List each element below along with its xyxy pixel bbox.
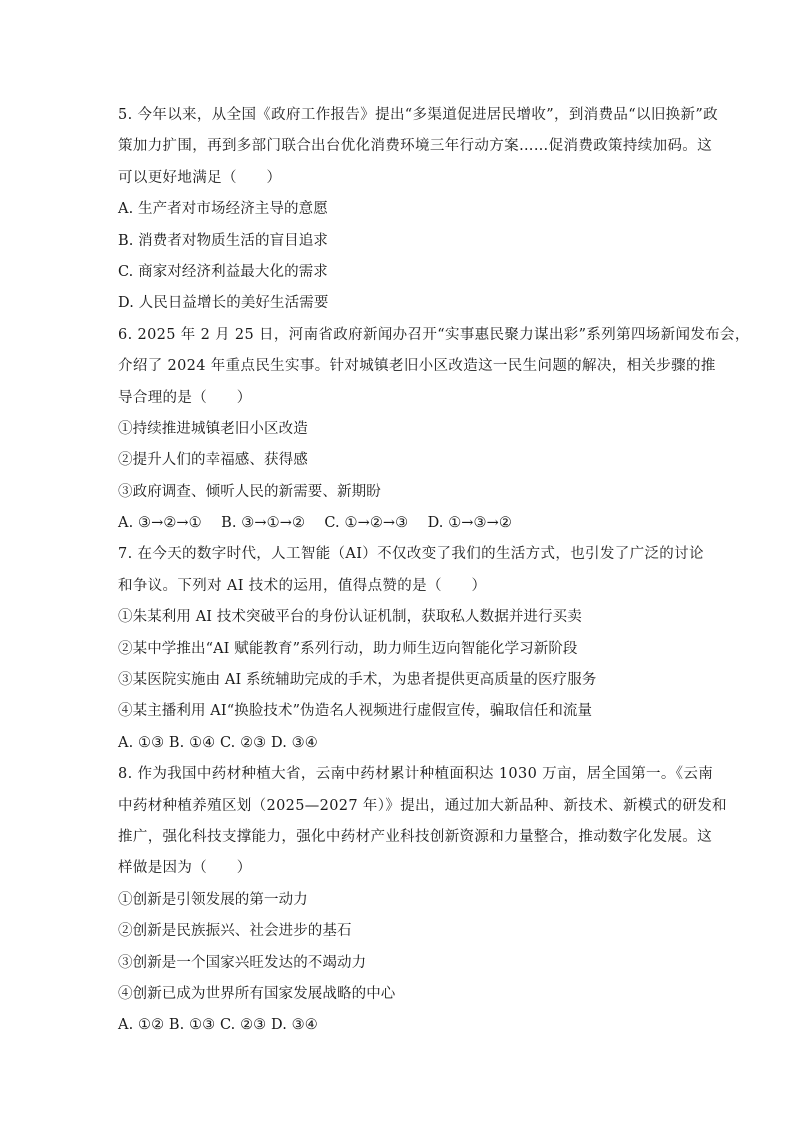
question-8-stem-line-1: 8. 作为我国中药材种植大省，云南中药材累计种植面积达 1030 万亩，居全国第一。《云南	[118, 766, 714, 783]
question-6-options: A. ③→②→① B. ③→①→② C. ①→②→③ D. ①→③→②	[118, 515, 512, 532]
question-5	[118, 100, 718, 320]
question-8-statement-4: ④创新已成为世界所有国家发展战略的中心	[118, 985, 396, 1002]
question-7-options: A. ①③ B. ①④ C. ②③ D. ③④	[118, 734, 318, 751]
question-8	[118, 759, 727, 1042]
question-7-statement-1: ①朱某利用 AI 技术突破平台的身份认证机制，获取私人数据并进行买卖	[118, 609, 582, 626]
question-8-stem-line-3: 推广，强化科技支撑能力，强化中药材产业科技创新资源和力量整合，推动数字化发展。这	[118, 828, 712, 845]
question-6-statement-3: ③政府调查、倾听人民的新需要、新期盼	[118, 483, 381, 500]
question-7-statement-4: ④某主播利用 AI“换脸技术”伪造名人视频进行虚假宣传，骗取信任和流量	[118, 703, 593, 720]
question-6-statement-1: ①持续推进城镇老旧小区改造	[118, 420, 308, 437]
question-5-stem-line-2: 策加力扩围，再到多部门联合出台优化消费环境三年行动方案……促消费政策持续加码。这	[118, 138, 712, 155]
question-list	[118, 100, 750, 1042]
question-8-stem-line-2: 中药材种植养殖区划（2025—2027 年）》提出，通过加大新品种、新技术、新模式的研发和	[118, 797, 727, 814]
question-7-stem-line-2: 和争议。下列对 AI 技术的运用，值得点赞的是（ ）	[118, 577, 487, 594]
question-6-stem-line-3: 导合理的是（ ）	[118, 389, 252, 406]
question-6-statement-2: ②提升人们的幸福感、获得感	[118, 452, 308, 469]
question-8-stem-line-4: 样做是因为（ ）	[118, 860, 252, 877]
question-5-stem-line-3: 可以更好地满足（ ）	[118, 169, 282, 186]
question-7-stem-line-1: 7. 在今天的数字时代，人工智能（AI）不仅改变了我们的生活方式，也引发了广泛的讨论	[118, 546, 704, 563]
question-5-stem-line-1: 5. 今年以来，从全国《政府工作报告》提出“多渠道促进居民增收”，到消费品“以旧换新”政	[118, 107, 718, 123]
question-5-option-c: C. 商家对经济利益最大化的需求	[118, 263, 328, 280]
question-8-options: A. ①② B. ①③ C. ②③ D. ③④	[118, 1017, 318, 1034]
question-5-option-d: D. 人民日益增长的美好生活需要	[118, 295, 329, 312]
question-6	[118, 320, 750, 540]
question-6-stem-line-2: 介绍了 2024 年重点民生实事。针对城镇老旧小区改造这一民生问题的解决，相关步骤的推	[118, 358, 716, 375]
question-8-statement-3: ③创新是一个国家兴旺发达的不竭动力	[118, 954, 367, 971]
question-7-statement-3: ③某医院实施由 AI 系统辅助完成的手术，为患者提供更高质量的医疗服务	[118, 672, 597, 689]
question-8-statement-2: ②创新是民族振兴、社会进步的基石	[118, 923, 352, 940]
question-7-statement-2: ②某中学推出“AI 赋能教育”系列行动，助力师生迈向智能化学习新阶段	[118, 640, 578, 657]
question-8-statement-1: ①创新是引领发展的第一动力	[118, 891, 308, 908]
question-7	[118, 539, 704, 759]
question-5-option-b: B. 消费者对物质生活的盲目追求	[118, 232, 328, 249]
question-5-option-a: A. 生产者对市场经济主导的意愿	[118, 201, 328, 218]
question-6-stem-line-1: 6. 2025 年 2 月 25 日，河南省政府新闻办召开“实事惠民聚力谋出彩”系列第四场新闻发布会，	[118, 326, 750, 343]
